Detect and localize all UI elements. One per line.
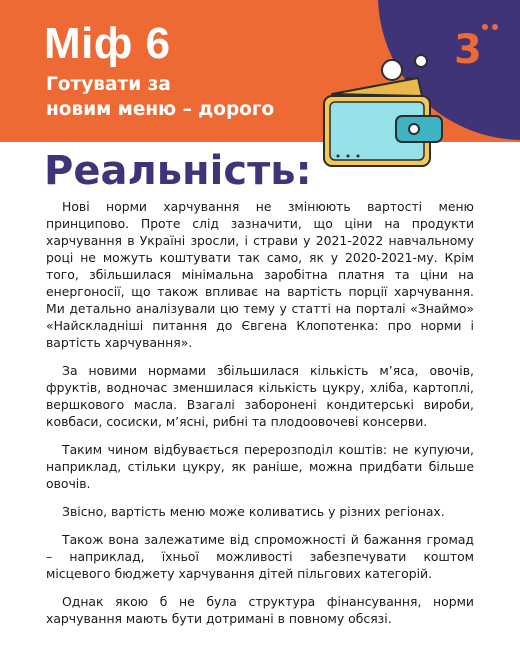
- myth-subtitle-line2: новим меню – дорого: [46, 99, 275, 120]
- paragraph-4: Звісно, вартість меню може коливатись у різних регіонах.: [62, 504, 445, 519]
- body-text: [46, 198, 474, 638]
- myth-subtitle: [46, 72, 346, 122]
- paragraph-1: Нові норми харчування не змінюють вартості меню принципово. Проте слід зазначити, що ціни на продукти харчування в Україні зросли, і страви у 2021-2022 навчальному році не можуть коштувати так само, як у 2020-2021-му. Крім того, збільшилася мінімальна заробітна платня та ціни на енергоносії, що також впливає на вартість порції харчування. Ми детально аналізували цю тему у статті на порталі «Знаймо» «Найскладніші питання до Євгена Клопотенка: про норми і вартість харчування».: [46, 199, 474, 350]
- paragraph-2: За новими нормами збільшилася кількість м’яса, овочів, фруктів, водночас зменшилася кількість цукру, хліба, картоплі, вершкового масла. Взагалі заборонені кондитерські вироби, ковбаси, сосиски, м’ясні, рибні та плодоовочеві консерви.: [46, 363, 474, 429]
- wallet-with-coins-icon: [318, 52, 450, 172]
- myth-subtitle-line1: Готувати за: [46, 74, 171, 95]
- myth-title: Міф 6: [44, 19, 171, 68]
- logo: 3: [454, 27, 482, 73]
- paragraph-3: Таким чином відбувається перерозподіл коштів: не купуючи, наприклад, стільки цукру, як раніше, можна придбати більше овочів.: [46, 442, 474, 491]
- paragraph-5: Також вона залежатиме від спроможності й бажання громад – наприклад, їхньої можливості забезпечувати коштом місцевого бюджету харчування дітей пільгових категорій.: [46, 532, 474, 581]
- logo-dots: [482, 24, 502, 32]
- reality-heading: Реальність:: [44, 148, 312, 194]
- paragraph-6: Однак якою б не була структура фінансування, норми харчування мають бути дотримані в повному обсязі.: [46, 594, 474, 626]
